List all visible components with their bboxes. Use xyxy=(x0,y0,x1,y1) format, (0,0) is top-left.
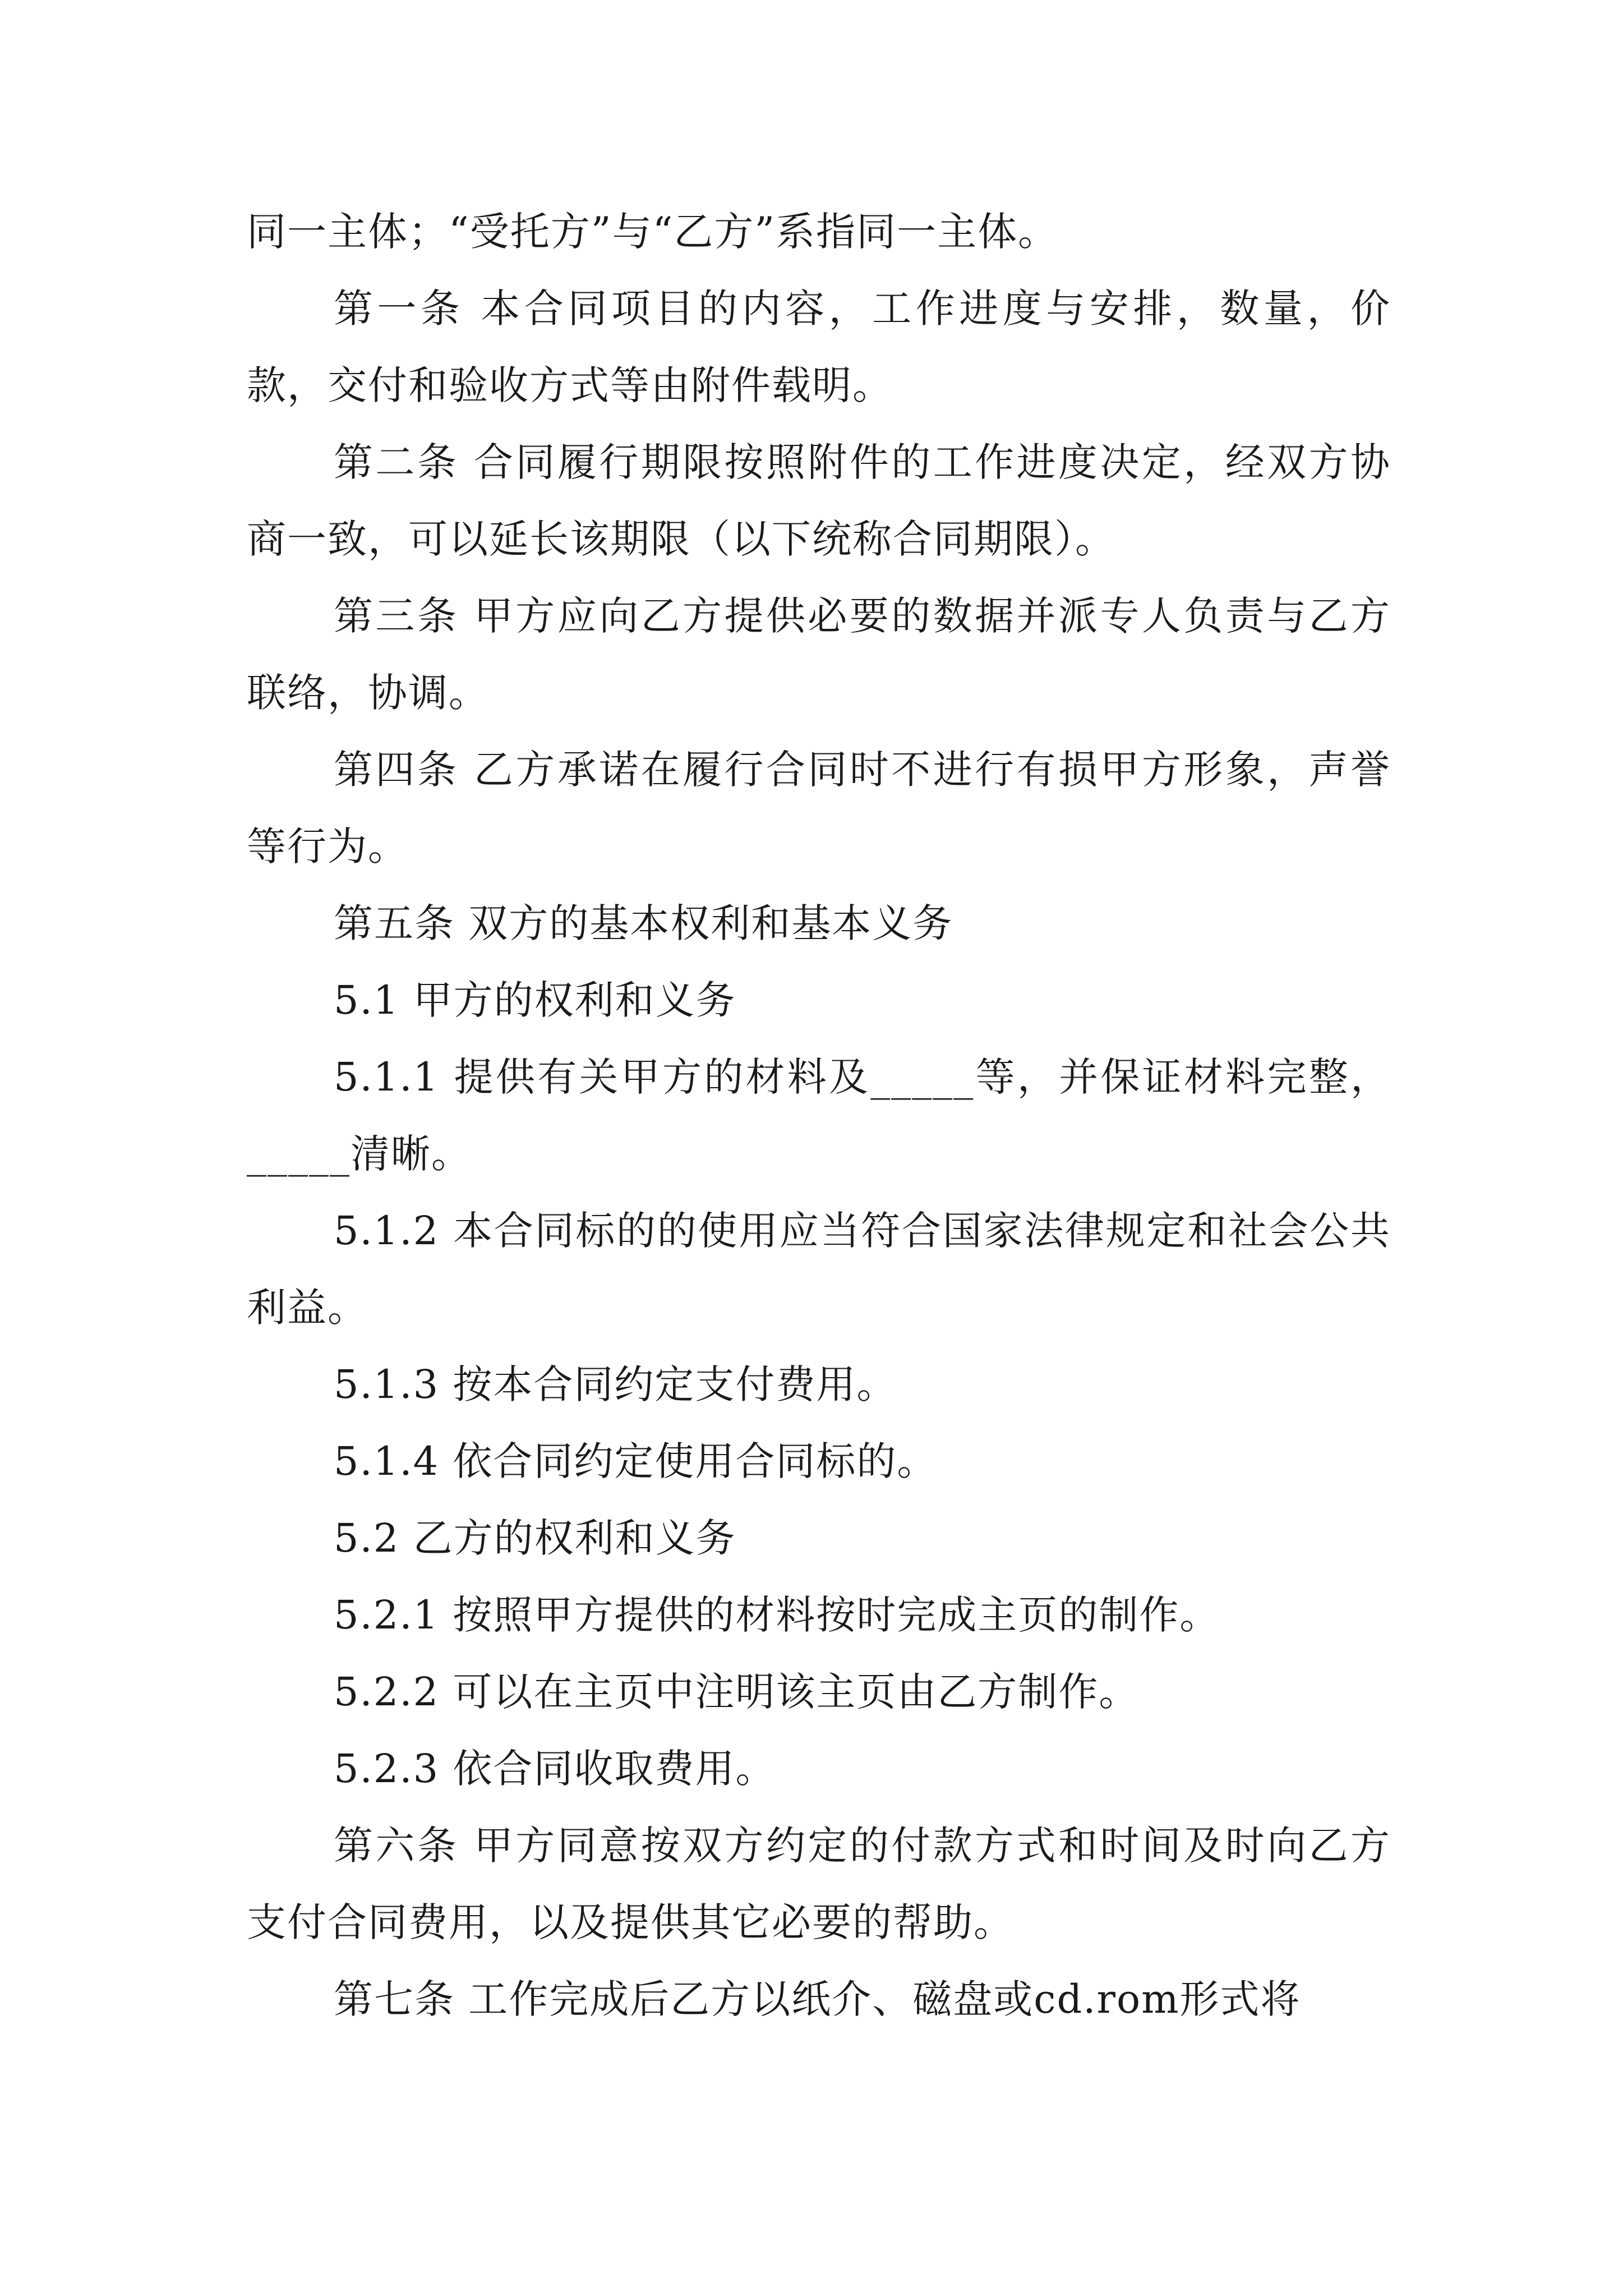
paragraph-5-1-1: 5.1.1 提供有关甲方的材料及_____等，并保证材料完整，_____清晰。 xyxy=(247,1054,1391,1177)
paragraph-article-4: 第四条 乙方承诺在履行合同时不进行有损甲方形象，声誉等行为。 xyxy=(247,747,1391,869)
paragraph-article-3: 第三条 甲方应向乙方提供必要的数据并派专人负责与乙方联络，协调。 xyxy=(247,593,1391,716)
paragraph-5-1-2: 5.1.2 本合同标的的使用应当符合国家法律规定和社会公共利益。 xyxy=(247,1208,1391,1331)
paragraph-5-2-1: 5.2.1 按照甲方提供的材料按时完成主页的制作。 xyxy=(334,1592,1220,1638)
paragraph-article-6: 第六条 甲方同意按双方约定的付款方式和时间及时向乙方支付合同费用，以及提供其它必要的帮助。 xyxy=(247,1823,1391,1945)
paragraph-5-2-2: 5.2.2 可以在主页中注明该主页由乙方制作。 xyxy=(334,1669,1140,1715)
paragraph-5-2-3: 5.2.3 依合同收取费用。 xyxy=(334,1746,776,1792)
paragraph-article-7: 第七条 工作完成后乙方以纸介、磁盘或cd.rom形式将 xyxy=(334,1976,1301,2022)
paragraph-5-1-4: 5.1.4 依合同约定使用合同标的。 xyxy=(334,1438,938,1484)
paragraph-5-2: 5.2 乙方的权利和义务 xyxy=(334,1515,736,1561)
paragraph-article-1: 第一条 本合同项目的内容，工作进度与安排，数量，价款，交付和验收方式等由附件载明。 xyxy=(247,286,1391,408)
paragraph-article-2: 第二条 合同履行期限按照附件的工作进度决定，经双方协商一致，可以延长该期限（以下统称合同期限）。 xyxy=(247,439,1391,562)
paragraph-article-5: 第五条 双方的基本权利和基本义务 xyxy=(334,900,953,946)
paragraph-5-1: 5.1 甲方的权利和义务 xyxy=(334,977,736,1023)
paragraph-5-1-3: 5.1.3 按本合同约定支付费用。 xyxy=(334,1361,897,1407)
paragraph-continuation: 同一主体；“受托方”与“乙方”系指同一主体。 xyxy=(247,209,1059,255)
document-body xyxy=(247,194,1391,2038)
